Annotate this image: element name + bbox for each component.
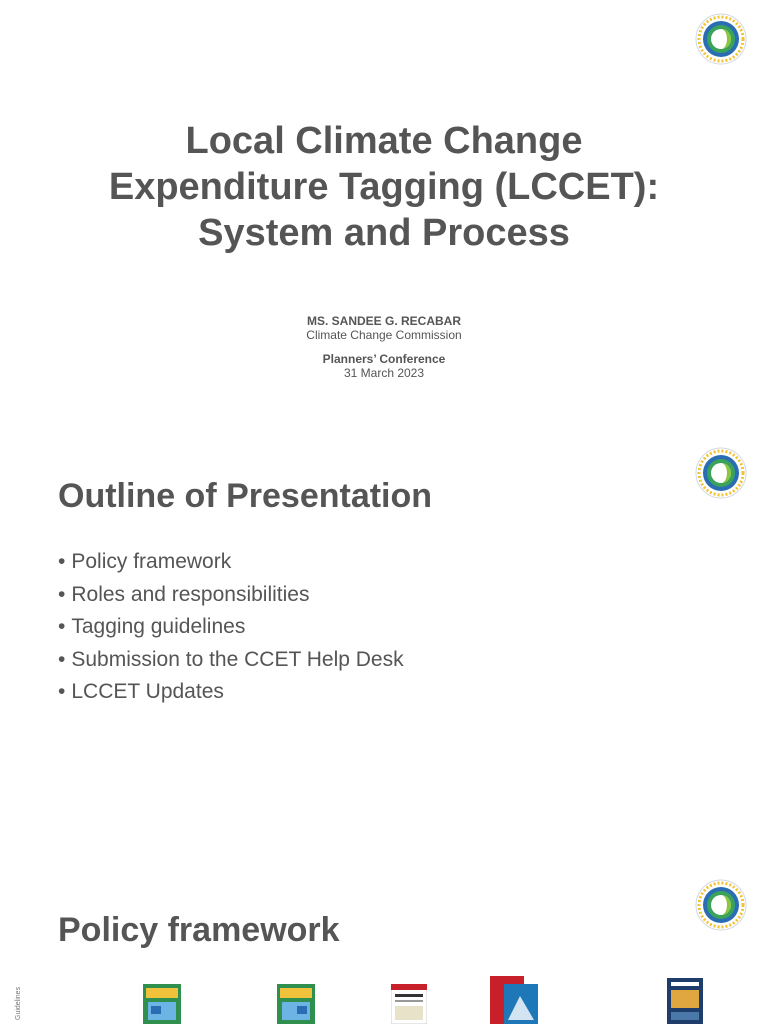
title-line: Local Climate Change: [185, 120, 583, 162]
list-item-text: Policy framework: [71, 550, 232, 573]
climate-change-commission-logo-icon: [694, 12, 748, 66]
document-cover-icon: [490, 976, 548, 1024]
title-line: System and Process: [198, 212, 570, 254]
presentation-title: [40, 118, 728, 256]
list-item: [58, 676, 404, 709]
outline-slide: [0, 432, 768, 864]
policy-framework-slide: [0, 864, 768, 1024]
list-item-text: Submission to the CCET Help Desk: [71, 647, 404, 671]
list-item-text: Tagging guidelines: [71, 615, 246, 638]
document-cover-icon: [277, 984, 315, 1024]
document-cover-icon: [667, 978, 703, 1024]
bullet: •: [58, 550, 66, 573]
list-item: [58, 579, 404, 612]
list-item-text: LCCET Updates: [71, 680, 224, 703]
document-cover-icon: [391, 984, 427, 1024]
bullet: •: [58, 582, 66, 606]
slide-heading: Policy framework: [58, 911, 340, 949]
climate-change-commission-logo-icon: [694, 878, 748, 932]
presenter-block: [0, 314, 768, 380]
list-item-text: Roles and responsibilities: [71, 582, 310, 606]
bullet: •: [58, 615, 66, 638]
list-item: [58, 546, 404, 579]
presenter-organization: Climate Change Commission: [306, 328, 462, 342]
side-label: Guidelines: [15, 986, 22, 1020]
slide-heading: Outline of Presentation: [58, 477, 433, 515]
bullet: •: [58, 680, 66, 703]
document-cover-icon: [143, 984, 181, 1024]
list-item: [58, 644, 404, 677]
presenter-name: MS. SANDEE G. RECABAR: [306, 314, 461, 328]
event-date: 31 March 2023: [343, 366, 425, 380]
bullet: •: [58, 647, 66, 671]
outline-list: [58, 546, 404, 709]
title-line: Expenditure Tagging (LCCET):: [108, 166, 660, 208]
list-item: [58, 611, 404, 644]
event-name: Planners’ Conference: [322, 352, 446, 366]
climate-change-commission-logo-icon: [694, 446, 748, 500]
title-slide: [0, 0, 768, 432]
